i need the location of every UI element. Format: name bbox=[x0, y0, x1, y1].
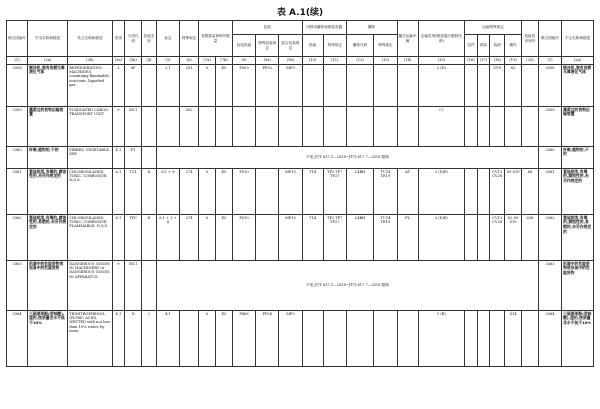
hdr-special-packing: 特殊包装规定 bbox=[256, 35, 279, 57]
cell-spp bbox=[256, 169, 279, 215]
column-number: (8) bbox=[232, 57, 255, 65]
column-number: (14) bbox=[397, 57, 418, 65]
cell-tsl: CV9 bbox=[490, 65, 505, 107]
column-number: (1) bbox=[538, 57, 561, 65]
cell-ts bbox=[374, 107, 397, 147]
cell-lq bbox=[199, 107, 216, 147]
cell-cn2: 制冷机,装有易燃无毒液化气体 bbox=[562, 65, 594, 107]
cell-cn2: 氯硅烷类,有毒的,腐蚀性的,易燃的,未另作规定的 bbox=[562, 215, 594, 261]
cell-cn2: 纤维,植物的,干的 bbox=[562, 147, 594, 169]
cell-pg: II bbox=[142, 215, 157, 261]
cell-en: FIBRES, VEGETABLE, DRY bbox=[68, 147, 112, 169]
cell-pts bbox=[323, 107, 346, 147]
cell-cn2: 熏蒸过的货物运输装置 bbox=[562, 107, 594, 147]
cell-ts: TU14 TE19 bbox=[374, 169, 397, 215]
cell-tsl bbox=[490, 311, 505, 367]
cell-code: TC1 bbox=[125, 169, 142, 215]
cell-tsp bbox=[465, 65, 478, 107]
cell-cat: 2 (D) bbox=[418, 65, 464, 107]
hdr-transport-category: 运输类别(隧道通行限制代码) bbox=[418, 21, 464, 57]
cell-cn2: 机器中的危险货物或设备中的危险货物 bbox=[562, 261, 594, 311]
cell-tso: S14 bbox=[505, 311, 522, 367]
cell-tc: L4BH bbox=[346, 215, 373, 261]
table-row bbox=[7, 215, 594, 261]
cell-cls: 9 bbox=[112, 261, 125, 311]
table-title: 表 A.1(续) bbox=[276, 8, 324, 18]
cell-pts: TP2 TP7 TP27 bbox=[323, 215, 346, 261]
cell-un: 3364 bbox=[7, 311, 28, 367]
cell-un: 3359 bbox=[7, 107, 28, 147]
cell-cls: 6.1 bbox=[112, 215, 125, 261]
cell-lbl: 4.1 bbox=[156, 311, 179, 367]
cell-lq: 0 bbox=[199, 215, 216, 261]
column-number: (13) bbox=[374, 57, 397, 65]
cell-sp: 302 bbox=[180, 107, 199, 147]
column-number: (1) bbox=[7, 57, 28, 65]
dangerous-goods-table bbox=[6, 20, 594, 367]
cell-hin: 68 bbox=[522, 169, 539, 215]
cell-hin bbox=[522, 65, 539, 107]
cell-pti: T14 bbox=[302, 215, 323, 261]
cell-tc bbox=[346, 311, 373, 367]
cell-sp bbox=[180, 311, 199, 367]
hdr-labels: 标志 bbox=[156, 21, 179, 57]
cell-un2: 3358 bbox=[538, 65, 561, 107]
cell-tso bbox=[505, 107, 522, 147]
hdr-limited-excepted: 有限数量和例外数量 bbox=[199, 21, 233, 57]
cell-code: D bbox=[125, 311, 142, 367]
cell-pg bbox=[142, 261, 157, 311]
column-number: (16) bbox=[465, 57, 478, 65]
cell-sp: 291 bbox=[180, 65, 199, 107]
cell-tsl: CV13 CV28 bbox=[490, 169, 505, 215]
hdr-mixed-packing: 混合包装规定 bbox=[279, 35, 302, 57]
hdr-tank-special: 特殊规定 bbox=[374, 35, 397, 57]
hdr-packing-instructions: 包装指南 bbox=[232, 35, 255, 57]
hdr-pt-instructions: 指南 bbox=[302, 35, 323, 57]
table-row bbox=[7, 311, 594, 367]
cell-lbl: 6.1 + 8 bbox=[156, 169, 179, 215]
column-number: (7a) bbox=[199, 57, 216, 65]
hdr-ts-bulk: 散装 bbox=[477, 35, 490, 57]
cell-span: 不受 JT/T 617.1—2018~JT/T 617.7—2018 限制 bbox=[156, 147, 538, 169]
cell-lq: 0 bbox=[199, 311, 216, 367]
cell-cls: 4.1 bbox=[112, 147, 125, 169]
cell-pg bbox=[142, 65, 157, 107]
cell-un: 3361 bbox=[7, 169, 28, 215]
hdr-pt-special: 特殊规定 bbox=[323, 35, 346, 57]
cell-mp: MP2 bbox=[279, 311, 302, 367]
cell-mp bbox=[279, 107, 302, 147]
cell-spp bbox=[256, 107, 279, 147]
cell-tso: S2 S9 S19 bbox=[505, 215, 522, 261]
cell-tsp bbox=[465, 311, 478, 367]
hdr-classification-code: 分类代码 bbox=[125, 21, 142, 57]
cell-pi: P010 bbox=[232, 169, 255, 215]
cell-cn: 氯硅烷类,有毒的,腐蚀性的,易燃的,未另作规定的 bbox=[28, 215, 68, 261]
hdr-class: 类别 bbox=[112, 21, 125, 57]
column-number: (6) bbox=[180, 57, 199, 65]
cell-cat: (-) bbox=[418, 107, 464, 147]
cell-sp: 274 bbox=[180, 215, 199, 261]
cell-pi: P406 bbox=[232, 311, 255, 367]
cell-hin: 638 bbox=[522, 215, 539, 261]
cell-pti bbox=[302, 65, 323, 107]
cell-tsb bbox=[477, 65, 490, 107]
table-row bbox=[7, 147, 594, 169]
table-body bbox=[7, 65, 594, 367]
cell-cls: 2 bbox=[112, 65, 125, 107]
cell-code: M11 bbox=[125, 261, 142, 311]
column-number: (2a) bbox=[562, 57, 594, 65]
cell-un2: 3361 bbox=[538, 169, 561, 215]
cell-lbl: 6.1 + 3 + 8 bbox=[156, 215, 179, 261]
cell-un: 3358 bbox=[7, 65, 28, 107]
cell-hin bbox=[522, 311, 539, 367]
cell-pti bbox=[302, 311, 323, 367]
hdr-packaging: 包装 bbox=[232, 21, 302, 35]
hdr-cn-name-2: 中文名称和描述 bbox=[562, 21, 594, 57]
cell-eq: E0 bbox=[215, 311, 232, 367]
cell-veh bbox=[397, 107, 418, 147]
cell-en: FUMIGATED CARGO TRANSPORT UNIT bbox=[68, 107, 112, 147]
cell-tsb bbox=[477, 107, 490, 147]
cell-un2: 3363 bbox=[538, 261, 561, 311]
cell-un: 3362 bbox=[7, 215, 28, 261]
cell-un2: 3364 bbox=[538, 311, 561, 367]
cell-mp: MP15 bbox=[279, 169, 302, 215]
cell-veh: FL bbox=[397, 215, 418, 261]
column-number: (20) bbox=[522, 57, 539, 65]
cell-pg bbox=[142, 147, 157, 169]
cell-code: TFC bbox=[125, 215, 142, 261]
cell-cn2: 三硝基苯酚(苦味酸),湿的,按质量含水不低于10% bbox=[562, 311, 594, 367]
cell-tc bbox=[346, 65, 373, 107]
cell-ts: TU14 TE19 bbox=[374, 215, 397, 261]
hdr-tank-code: 罐体代码 bbox=[346, 35, 373, 57]
cell-tsl bbox=[490, 107, 505, 147]
cell-pts bbox=[323, 65, 346, 107]
cell-lq: 0 bbox=[199, 169, 216, 215]
cell-hin bbox=[522, 107, 539, 147]
cell-eq: E0 bbox=[215, 169, 232, 215]
cell-en: CHLOROSILANES, TOXIC, CORROSIVE, FLAMMABLE, N.O.S. bbox=[68, 215, 112, 261]
column-number: (3b) bbox=[125, 57, 142, 65]
column-number: (3a) bbox=[112, 57, 125, 65]
cell-code: M11 bbox=[125, 107, 142, 147]
cell-en: DANGEROUS GOODS IN MACHINERY or DANGEROUS GOODS IN APPARATUS bbox=[68, 261, 112, 311]
column-number: (18) bbox=[490, 57, 505, 65]
cell-tso: S9 S19 bbox=[505, 169, 522, 215]
cell-en: TRINITROPHENOL (PICRIC ACID), WETTED with not less than 10% water, by mass bbox=[68, 311, 112, 367]
cell-spp: PP32 bbox=[256, 65, 279, 107]
cell-tsp bbox=[465, 215, 478, 261]
cell-eq bbox=[215, 107, 232, 147]
cell-spp bbox=[256, 215, 279, 261]
cell-cls: 9 bbox=[112, 107, 125, 147]
cell-code: F1 bbox=[125, 147, 142, 169]
column-number: (12) bbox=[346, 57, 373, 65]
table-row bbox=[7, 65, 594, 107]
cell-en: CHLOROSILANES, TOXIC, CORROSIVE, N.O.S. bbox=[68, 169, 112, 215]
cell-code: 6F bbox=[125, 65, 142, 107]
cell-mp: MP15 bbox=[279, 215, 302, 261]
cell-lbl bbox=[156, 107, 179, 147]
cell-cn: 纤维,植物的,干的 bbox=[28, 147, 68, 169]
cell-cn: 制冷机,装有易燃无毒液化气体 bbox=[28, 65, 68, 107]
hdr-tanks: 罐体 bbox=[346, 21, 397, 35]
cell-eq: E0 bbox=[215, 65, 232, 107]
cell-cat: 2 (D/E) bbox=[418, 215, 464, 261]
hdr-ts-operation: 操作 bbox=[505, 35, 522, 57]
column-number: (9a) bbox=[256, 57, 279, 65]
table-row bbox=[7, 107, 594, 147]
cell-pg: II bbox=[142, 169, 157, 215]
cell-un2: 3360 bbox=[538, 147, 561, 169]
hdr-un-number-2: 联合国编号 bbox=[538, 21, 561, 57]
hdr-ts-loading: 装卸 bbox=[490, 35, 505, 57]
column-number: (11) bbox=[323, 57, 346, 65]
cell-tsl: CV13 CV28 bbox=[490, 215, 505, 261]
column-number: (15) bbox=[418, 57, 464, 65]
cell-tsp bbox=[465, 107, 478, 147]
cell-tc: L4BH bbox=[346, 169, 373, 215]
cell-lbl: 2.1 bbox=[156, 65, 179, 107]
column-number: (7b) bbox=[215, 57, 232, 65]
cell-tso: S2 bbox=[505, 65, 522, 107]
table-row bbox=[7, 261, 594, 311]
cell-lq: 0 bbox=[199, 65, 216, 107]
cell-cls: 4.1 bbox=[112, 311, 125, 367]
cell-cn: 氯硅烷类,有毒的,腐蚀性的,未另作规定的 bbox=[28, 169, 68, 215]
column-number: (5) bbox=[156, 57, 179, 65]
cell-eq: E0 bbox=[215, 215, 232, 261]
cell-veh bbox=[397, 311, 418, 367]
hdr-special-provisions: 特殊规定 bbox=[180, 21, 199, 57]
cell-ts bbox=[374, 311, 397, 367]
cell-pi: P010 bbox=[232, 215, 255, 261]
cell-cn: 机器中的危险货物或设备中的危险货物 bbox=[28, 261, 68, 311]
cell-tsb bbox=[477, 215, 490, 261]
column-number: (17) bbox=[477, 57, 490, 65]
cell-cn: 熏蒸过的货物运输装置 bbox=[28, 107, 68, 147]
cell-cat: 1 (B) bbox=[418, 311, 464, 367]
cell-veh bbox=[397, 65, 418, 107]
column-number-row bbox=[7, 57, 594, 65]
cell-pti bbox=[302, 107, 323, 147]
cell-pts bbox=[323, 311, 346, 367]
column-number: (9b) bbox=[279, 57, 302, 65]
cell-cat: 2 (D/E) bbox=[418, 169, 464, 215]
column-number: (4) bbox=[142, 57, 157, 65]
cell-mp: MP9 bbox=[279, 65, 302, 107]
hdr-un-number: 联合国编号 bbox=[7, 21, 28, 57]
cell-cn: 三硝基苯酚(苦味酸),湿的,按质量含水不低于10% bbox=[28, 311, 68, 367]
cell-sp: 274 bbox=[180, 169, 199, 215]
table-row bbox=[7, 169, 594, 215]
hdr-hazard-id: 危险性识别号 bbox=[522, 21, 539, 57]
table-header bbox=[7, 21, 594, 65]
hdr-transport-special: 运输特殊规定 bbox=[465, 21, 522, 35]
cell-tsb bbox=[477, 311, 490, 367]
cell-un2: 3359 bbox=[538, 107, 561, 147]
column-number: (2a) bbox=[28, 57, 68, 65]
cell-pti: T14 bbox=[302, 169, 323, 215]
cell-tsp bbox=[465, 169, 478, 215]
cell-pg bbox=[142, 107, 157, 147]
hdr-vehicle: 罐式运输车辆 bbox=[397, 21, 418, 57]
cell-tc bbox=[346, 107, 373, 147]
column-number: (2b) bbox=[68, 57, 112, 65]
cell-cls: 6.1 bbox=[112, 169, 125, 215]
cell-pi bbox=[232, 107, 255, 147]
hdr-portable-tanks: 可移动罐柜和散装容器 bbox=[302, 21, 346, 35]
cell-un: 3360 bbox=[7, 147, 28, 169]
cell-pi: P003 bbox=[232, 65, 255, 107]
cell-span: 不受 JT/T 617.1—2018~JT/T 617.7—2018 限制 bbox=[156, 261, 538, 311]
cell-pts: TP2 TP7 TP27 bbox=[323, 169, 346, 215]
cell-en: REFRIGERATING MACHINES containing flammable, non-toxic, liquefied gas bbox=[68, 65, 112, 107]
cell-un2: 3362 bbox=[538, 215, 561, 261]
hdr-packing-group: 包装类别 bbox=[142, 21, 157, 57]
cell-cn2: 氯硅烷类,有毒的,腐蚀性的,未另作规定的 bbox=[562, 169, 594, 215]
hdr-en-name: 英文名称和描述 bbox=[68, 21, 112, 57]
hdr-ts-packages: 包件 bbox=[465, 35, 478, 57]
column-number: (19) bbox=[505, 57, 522, 65]
hdr-cn-name: 中文名称和描述 bbox=[28, 21, 68, 57]
cell-ts bbox=[374, 65, 397, 107]
cell-tsb bbox=[477, 169, 490, 215]
cell-pg: I bbox=[142, 311, 157, 367]
column-number: (10) bbox=[302, 57, 323, 65]
cell-un: 3363 bbox=[7, 261, 28, 311]
cell-spp: PP24 bbox=[256, 311, 279, 367]
cell-veh: AT bbox=[397, 169, 418, 215]
